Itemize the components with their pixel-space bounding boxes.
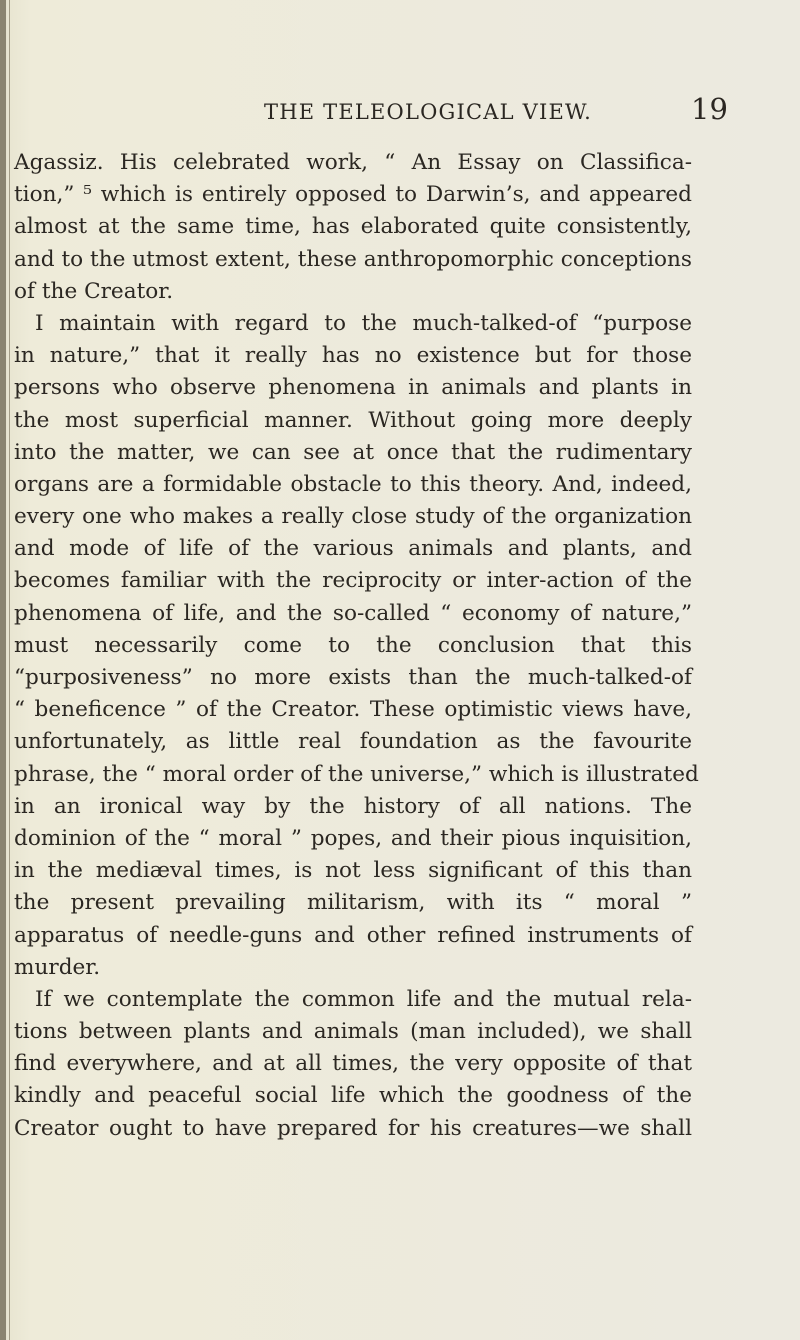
text-line: persons who observe phenomena in animals and plants in [14,375,692,401]
paragraph-end-line: of the Creator. [14,278,174,304]
text-line: into the matter, we can see at once that the rudimentary [14,439,692,465]
text-line: in nature,” that it really has no existence but for those [14,343,692,369]
body-text [14,147,699,1145]
text-line: in the mediæval times, is not less significant of this than [14,858,692,884]
page-header [14,92,734,132]
text-line: Creator ought to have prepared for his creatures—we shall [14,1115,692,1141]
text-line: kindly and peaceful social life which the goodness of the [14,1083,692,1109]
text-line: unfortunately, as little real foundation as the favourite [14,729,692,755]
paragraph-end-line: murder. [14,954,101,980]
text-line: “ beneficence ” of the Creator. These optimistic views have, [14,697,692,723]
text-line: every one who makes a really close study of the organization [14,504,692,530]
page-number: 19 [691,92,728,126]
text-line: must necessarily come to the conclusion that this [14,632,692,658]
text-line: dominion of the “ moral ” popes, and their pious inquisition, [14,825,692,851]
text-line: in an ironical way by the history of all nations. The [14,793,692,819]
text-line: apparatus of needle-guns and other refined instruments of [14,922,692,948]
text-line: “purposiveness” no more exists than the much-talked-of [14,665,692,690]
paragraph-start-line: I maintain with regard to the much-talked-of “purpose [35,310,692,336]
paragraph-start-line: If we contemplate the common life and the mutual rela- [35,986,692,1012]
text-line: find everywhere, and at all times, the very opposite of that [14,1051,692,1077]
text-line: Agassiz. His celebrated work, “ An Essay on Classifica- [14,150,692,175]
text-line: the most superficial manner. Without going more deeply [14,407,692,433]
text-line: tion,” ⁵ which is entirely opposed to Darwin’s, and appeared [14,182,692,208]
text-line: tions between plants and animals (man included), we shall [14,1019,692,1045]
page-binding-edge [0,0,6,1340]
text-line: the present prevailing militarism, with its “ moral ” [14,890,692,916]
text-line: almost at the same time, has elaborated quite consistently, [14,214,692,240]
running-head: THE TELEOLOGICAL VIEW. [264,100,593,124]
text-line: and to the utmost extent, these anthropomorphic conceptions [14,246,692,272]
text-line: phenomena of life, and the so-called “ economy of nature,” [14,600,692,626]
text-line: organs are a formidable obstacle to this theory. And, indeed, [14,471,692,497]
text-line: becomes familiar with the reciprocity or inter-action of the [14,568,692,594]
text-line: and mode of life of the various animals and plants, and [14,536,692,562]
text-line: phrase, the “ moral order of the universe,” which is illustrated [14,761,699,787]
page-binding-line [9,0,10,1340]
